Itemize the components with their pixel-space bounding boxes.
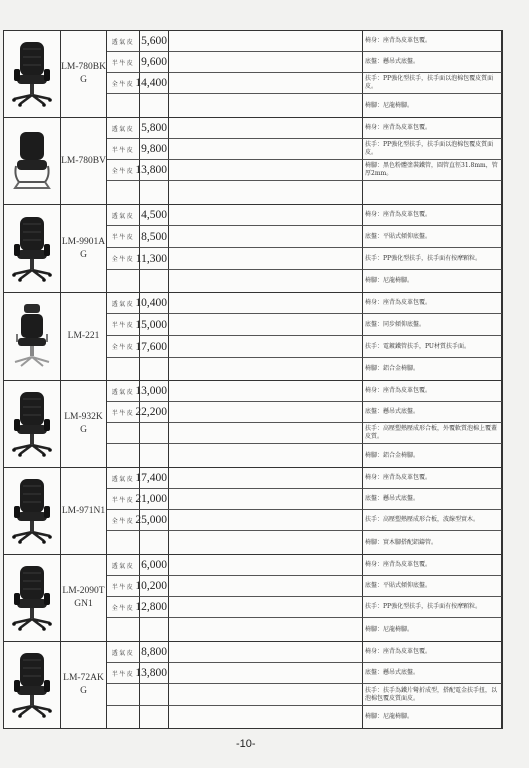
- product-photo: [4, 555, 61, 641]
- product-photo: [4, 293, 61, 380]
- model-code: LM-72AKG: [61, 642, 107, 728]
- model-code: LM-221: [61, 293, 107, 380]
- spec-cell: 扶手：PP強化型扶手，扶手面有按摩顆粒。: [363, 597, 502, 618]
- material-cell: 透氣皮: [107, 468, 140, 489]
- spacer-cell: [169, 444, 363, 467]
- price-cell: 17,400: [140, 468, 169, 489]
- executive-chair-icon: [9, 214, 55, 284]
- product-entry: [4, 642, 502, 728]
- spec-cell: 椅身：座背為皮革包覆。: [363, 205, 502, 226]
- material-cell: 透氣皮: [107, 293, 140, 314]
- material-cell: 透氣皮: [107, 118, 140, 139]
- price-cell: [140, 706, 169, 728]
- price-cell: 13,000: [140, 381, 169, 402]
- spec-cell: 椅身：座背為皮革包覆。: [363, 118, 502, 139]
- spacer-cell: [169, 597, 363, 618]
- material-cell: 全牛皮: [107, 336, 140, 358]
- spacer-cell: [169, 293, 363, 314]
- price-cell: 8,800: [140, 642, 169, 663]
- material-cell: 全牛皮: [107, 248, 140, 270]
- price-cell: 8,500: [140, 226, 169, 248]
- spec-cell: 椅身：座背為皮革包覆。: [363, 468, 502, 489]
- page-number: -10-: [236, 738, 256, 750]
- spacer-cell: [169, 52, 363, 73]
- spec-cell: 扶手：高壓塑熱壓成形合板，外覆軟質泡棉上覆蓋皮質。: [363, 423, 502, 444]
- product-photo: [4, 642, 61, 728]
- material-cell: [107, 181, 140, 204]
- product-entry: [4, 31, 502, 118]
- spec-cell: 椅腳：尼龍椅腳。: [363, 618, 502, 641]
- spacer-cell: [169, 642, 363, 663]
- spacer-cell: [169, 358, 363, 380]
- material-cell: 半牛皮: [107, 314, 140, 336]
- spacer-cell: [169, 489, 363, 510]
- spacer-cell: [169, 531, 363, 554]
- spec-cell: 扶手：PP強化型扶手，扶手面以泡棉包覆皮質面皮。: [363, 139, 502, 160]
- spec-cell: 椅腳：鋁合金椅腳。: [363, 358, 502, 380]
- spacer-cell: [169, 381, 363, 402]
- spacer-cell: [169, 663, 363, 684]
- spacer-cell: [169, 618, 363, 641]
- spec-cell: 底盤：懸吊式底盤。: [363, 402, 502, 423]
- price-cell: 12,800: [140, 597, 169, 618]
- spec-cell: 扶手：PP強化型扶手，扶手面有按摩顆粒。: [363, 248, 502, 270]
- spec-cell: 椅身：座背為皮革包覆。: [363, 293, 502, 314]
- price-cell: 4,500: [140, 205, 169, 226]
- product-entry: [4, 205, 502, 293]
- spec-cell: 底盤：懸吊式底盤。: [363, 52, 502, 73]
- material-cell: 半牛皮: [107, 52, 140, 73]
- spacer-cell: [169, 314, 363, 336]
- price-cell: [140, 423, 169, 444]
- spacer-cell: [169, 205, 363, 226]
- material-cell: 半牛皮: [107, 663, 140, 684]
- material-cell: 透氣皮: [107, 205, 140, 226]
- material-cell: 透氣皮: [107, 381, 140, 402]
- spec-cell: 椅腳：尼龍椅腳。: [363, 94, 502, 117]
- spec-cell: 椅身：座背為皮革包覆。: [363, 31, 502, 52]
- price-cell: 21,000: [140, 489, 169, 510]
- price-cell: [140, 444, 169, 467]
- spacer-cell: [169, 226, 363, 248]
- product-photo: [4, 381, 61, 467]
- spacer-cell: [169, 402, 363, 423]
- material-cell: 全牛皮: [107, 73, 140, 94]
- model-code: LM-780BKG: [61, 31, 107, 117]
- spacer-cell: [169, 160, 363, 181]
- headrest-chair-icon: [9, 302, 55, 372]
- material-cell: 半牛皮: [107, 139, 140, 160]
- product-entry: [4, 381, 502, 468]
- executive-chair-icon: [9, 476, 55, 546]
- material-cell: [107, 706, 140, 728]
- material-cell: [107, 531, 140, 554]
- price-cell: [140, 531, 169, 554]
- spec-cell: 底盤：平貼式傾仰底盤。: [363, 226, 502, 248]
- spacer-cell: [169, 94, 363, 117]
- price-cell: 25,000: [140, 510, 169, 531]
- spec-cell: 底盤：懸吊式底盤。: [363, 489, 502, 510]
- product-photo: [4, 468, 61, 554]
- material-cell: 半牛皮: [107, 226, 140, 248]
- spec-cell: 椅腳：尼龍椅腳。: [363, 706, 502, 728]
- price-cell: 13,800: [140, 160, 169, 181]
- spec-cell: 椅腳：尼龍椅腳。: [363, 270, 502, 292]
- price-cell: 17,600: [140, 336, 169, 358]
- spacer-cell: [169, 248, 363, 270]
- material-cell: [107, 618, 140, 641]
- spacer-cell: [169, 576, 363, 597]
- spec-cell: [363, 181, 502, 204]
- spacer-cell: [169, 270, 363, 292]
- price-cell: [140, 358, 169, 380]
- material-cell: 半牛皮: [107, 489, 140, 510]
- spec-cell: 扶手：高壓塑熱壓成形合板，波線型實木。: [363, 510, 502, 531]
- model-code: LM-9901AG: [61, 205, 107, 292]
- material-cell: [107, 684, 140, 706]
- product-entry: [4, 555, 502, 642]
- material-cell: 全牛皮: [107, 510, 140, 531]
- model-code: LM-971N1: [61, 468, 107, 554]
- sled-base-chair-icon: [9, 126, 55, 196]
- material-cell: 透氣皮: [107, 555, 140, 576]
- spec-cell: 椅腳：實木腳搭配鋁鑄管。: [363, 531, 502, 554]
- spacer-cell: [169, 181, 363, 204]
- price-table: [3, 30, 503, 729]
- price-cell: 10,200: [140, 576, 169, 597]
- price-cell: 15,000: [140, 314, 169, 336]
- price-cell: [140, 270, 169, 292]
- material-cell: [107, 423, 140, 444]
- price-cell: 13,800: [140, 663, 169, 684]
- spacer-cell: [169, 510, 363, 531]
- price-cell: 5,600: [140, 31, 169, 52]
- product-photo: [4, 31, 61, 117]
- spacer-cell: [169, 706, 363, 728]
- executive-chair-icon: [9, 563, 55, 633]
- product-entry: [4, 468, 502, 555]
- spacer-cell: [169, 31, 363, 52]
- spacer-cell: [169, 139, 363, 160]
- material-cell: 全牛皮: [107, 160, 140, 181]
- price-cell: 11,300: [140, 248, 169, 270]
- material-cell: [107, 358, 140, 380]
- material-cell: 半牛皮: [107, 576, 140, 597]
- spacer-cell: [169, 684, 363, 706]
- price-cell: 22,200: [140, 402, 169, 423]
- model-code: LM-932KG: [61, 381, 107, 467]
- spec-cell: 椅腳：黑色粉體塗裝鐵管，圓管直徑31.8mm，管厚2mm。: [363, 160, 502, 181]
- material-cell: 透氣皮: [107, 642, 140, 663]
- price-cell: 6,000: [140, 555, 169, 576]
- product-entry: [4, 118, 502, 205]
- material-cell: [107, 94, 140, 117]
- spacer-cell: [169, 336, 363, 358]
- spec-cell: 椅身：座背為皮革包覆。: [363, 555, 502, 576]
- spec-cell: 扶手：電鍍鐵管扶手，PU材質扶手面。: [363, 336, 502, 358]
- model-code: LM-2090TGN1: [61, 555, 107, 641]
- spacer-cell: [169, 73, 363, 94]
- spacer-cell: [169, 118, 363, 139]
- product-photo: [4, 205, 61, 292]
- spec-cell: 扶手：PP強化型扶手，扶手面以泡棉包覆皮質面皮。: [363, 73, 502, 94]
- material-cell: 透氣皮: [107, 31, 140, 52]
- price-cell: [140, 181, 169, 204]
- executive-chair-icon: [9, 650, 55, 720]
- product-photo: [4, 118, 61, 204]
- spec-cell: 底盤：懸吊式底盤。: [363, 663, 502, 684]
- material-cell: 半牛皮: [107, 402, 140, 423]
- price-cell: [140, 94, 169, 117]
- material-cell: [107, 270, 140, 292]
- spec-cell: 椅腳：鋁合金椅腳。: [363, 444, 502, 467]
- model-code: LM-780BV: [61, 118, 107, 204]
- price-cell: [140, 684, 169, 706]
- price-cell: 10,400: [140, 293, 169, 314]
- spec-cell: 椅身：座背為皮革包覆。: [363, 381, 502, 402]
- spec-cell: 椅身：座背為皮革包覆。: [363, 642, 502, 663]
- spacer-cell: [169, 555, 363, 576]
- price-cell: [140, 618, 169, 641]
- price-cell: 9,800: [140, 139, 169, 160]
- price-cell: 14,400: [140, 73, 169, 94]
- price-cell: 9,600: [140, 52, 169, 73]
- spec-cell: 底盤：平貼式傾仰底盤。: [363, 576, 502, 597]
- executive-chair-icon: [9, 389, 55, 459]
- spacer-cell: [169, 468, 363, 489]
- spec-cell: 底盤：同步傾仰底盤。: [363, 314, 502, 336]
- material-cell: 全牛皮: [107, 597, 140, 618]
- price-cell: 5,800: [140, 118, 169, 139]
- material-cell: [107, 444, 140, 467]
- spec-cell: 扶手：扶手為鐵片彎折成型，搭配電金扶手扭，以泡棉包覆皮質面皮。: [363, 684, 502, 706]
- product-entry: [4, 293, 502, 381]
- executive-chair-icon: [9, 39, 55, 109]
- spacer-cell: [169, 423, 363, 444]
